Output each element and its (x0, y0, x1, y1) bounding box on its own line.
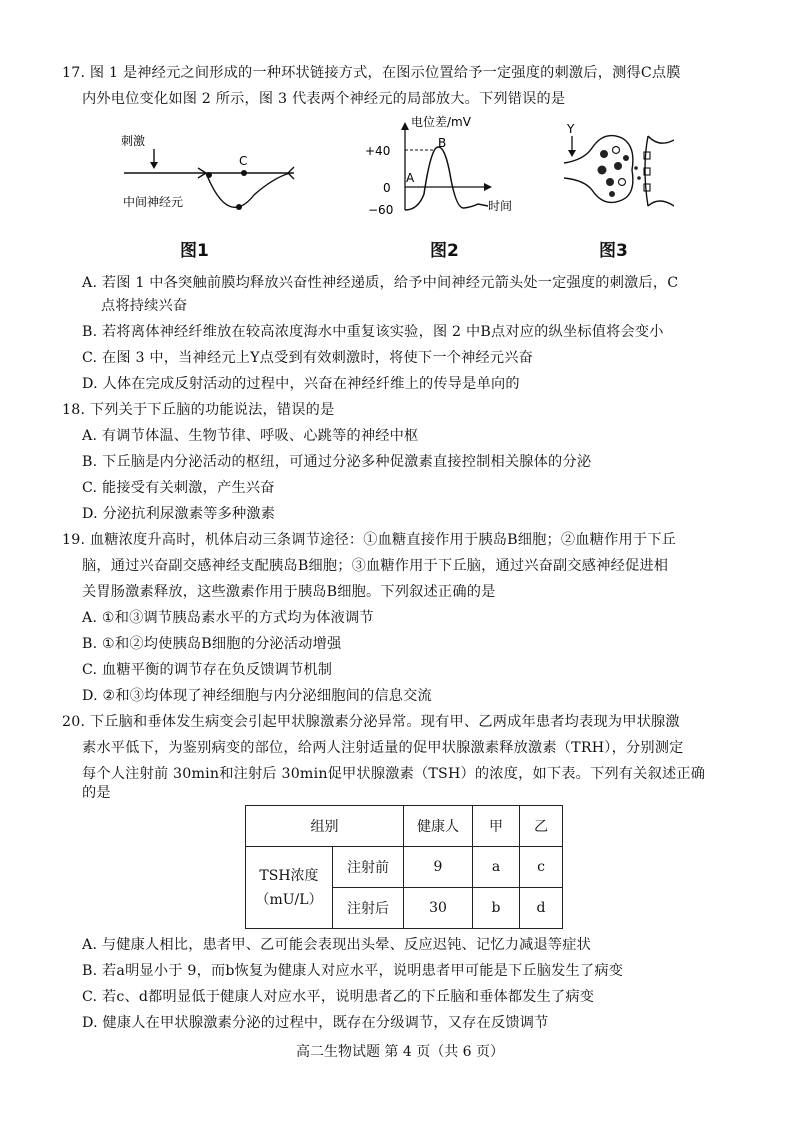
table-before-label: 注射前 (333, 847, 404, 888)
fig1-c-label: C (239, 154, 248, 168)
q20-option-b: B. 若a明显小于 9，而b恢复为健康人对应水平，说明患者甲可能是下丘脑发生了病变 (82, 963, 624, 979)
fig3-vesicle (614, 162, 622, 170)
q19-option-a: A. ①和③调节胰岛素水平的方式均为体液调节 (82, 610, 374, 626)
figure-3-caption: 图3 (599, 241, 628, 261)
fig2-x-arrowhead (484, 183, 492, 191)
fig3-y-arrowhead (568, 150, 576, 157)
q17-option-c: C. 在图 3 中，当神经元上Y点受到有效刺激时，将使下一个神经元兴奋 (82, 350, 534, 366)
table-header-healthy: 健康人 (404, 806, 473, 847)
page-footer: 高二生物试题 第 4 页（共 6 页） (295, 1044, 505, 1060)
q19-option-c: C. 血糖平衡的调节存在负反馈调节机制 (82, 662, 333, 678)
table-cell: c (520, 847, 563, 888)
table-after-label: 注射后 (333, 888, 404, 929)
fig2-ylabel: 电位差/mV (411, 115, 471, 129)
fig3-postsynaptic-membrane (645, 136, 674, 206)
fig3-vesicle (623, 155, 629, 161)
fig3-vesicle (600, 150, 608, 158)
fig1-point-c (241, 170, 247, 176)
fig2-tick-neg: −60 (368, 203, 394, 217)
q20-stem-line1: 20. 下丘脑和垂体发生病变会引起甲状腺激素分泌异常。现有甲、乙两成年患者均表现为甲状腺激 (62, 714, 680, 730)
q20-option-a: A. 与健康人相比，患者甲、乙可能会表现出头晕、反应迟钝、记忆力减退等症状 (82, 937, 592, 953)
q20-stem-line4: 的是 (82, 785, 111, 801)
fig2-y-arrowhead (401, 122, 409, 130)
table-header-group: 组别 (246, 806, 404, 847)
table-cell: a (473, 847, 520, 888)
fig3-vesicle (606, 178, 614, 186)
q20-option-d: D. 健康人在甲状腺激素分泌的过程中，既存在分级调节，又存在反馈调节 (82, 1015, 549, 1031)
q17-option-b: B. 若将离体神经纤维放在较高浓度海水中重复该实验，图 2 中B点对应的纵坐标值将会变小 (82, 324, 664, 340)
table-row-label-line2: （mU/L） (255, 891, 323, 908)
q20-stem-line3: 每个人注射前 30min和注射后 30min促甲状腺激素（TSH）的浓度，如下表。下列有关叙述正确 (82, 766, 706, 782)
table-cell: b (473, 888, 520, 929)
q17-option-a-line1: A. 若图 1 中各突触前膜均释放兴奋性神经递质，给予中间神经元箭头处一定强度的刺激后，C (82, 275, 679, 291)
table-cell: 9 (404, 847, 473, 888)
fig1-loop-lower (206, 173, 290, 207)
fig1-synapse-2 (236, 204, 242, 210)
figure-2-caption: 图2 (430, 241, 459, 261)
q18-option-b: B. 下丘脑是内分泌活动的枢纽，可通过分泌多种促激素直接控制相关腺体的分泌 (82, 454, 592, 470)
fig1-stimulus-arrowhead (150, 162, 158, 169)
q19-stem-line3: 关胃肠激素释放，这些激素作用于胰岛B细胞。下列叙述正确的是 (82, 584, 496, 600)
table-row-label (246, 847, 333, 929)
fig2-point-b: B (438, 136, 447, 150)
q20-option-c: C. 若c、d都明显低于健康人对应水平，说明患者乙的下丘脑和垂体都发生了病变 (82, 989, 595, 1005)
q18-option-c: C. 能接受有关刺激，产生兴奋 (82, 480, 275, 496)
figure-2-membrane-potential (360, 114, 530, 224)
fig3-vesicle (609, 191, 615, 197)
figure-1-caption: 图1 (180, 241, 209, 261)
figure-1-neural-loop (118, 118, 318, 218)
fig1-synapse-1 (206, 172, 212, 178)
q18-option-a: A. 有调节体温、生物节律、呼吸、心跳等的神经中枢 (82, 428, 419, 444)
figure-3-synapse (564, 118, 674, 218)
fig2-point-a: A (406, 171, 415, 185)
q19-stem-line2: 脑，通过兴奋副交感神经支配胰岛B细胞；③血糖作用于下丘脑，通过兴奋副交感神经促进相 (82, 558, 669, 574)
fig1-stimulus-label: 刺激 (121, 134, 146, 148)
q17-stem-line1: 17. 图 1 是神经元之间形成的一种环状链接方式，在图示位置给予一定强度的刺激后，测得C点膜 (62, 65, 681, 81)
table-cell: d (520, 888, 563, 929)
table-header-yi: 乙 (520, 806, 563, 847)
tsh-concentration-table (245, 805, 563, 929)
table-row-label-line1: TSH浓度 (259, 867, 319, 884)
fig3-y-label: Y (567, 122, 575, 136)
fig3-transmitter (637, 176, 641, 180)
fig2-potential-curve (405, 147, 488, 210)
q20-stem-line2: 素水平低下，为鉴别病变的部位，给两人注射适量的促甲状腺激素释放激素（TRH），分别测定 (82, 740, 684, 756)
fig3-vesicle (598, 166, 607, 175)
q17-option-d: D. 人体在完成反射活动的过程中，兴奋在神经纤维上的传导是单向的 (82, 376, 520, 392)
fig3-vesicle (613, 147, 620, 154)
q17-option-a-line2: 点将持续兴奋 (101, 298, 188, 314)
fig2-tick-pos: +40 (365, 144, 391, 158)
q19-stem-line1: 19. 血糖浓度升高时，机体启动三条调节途径：①血糖直接作用于胰岛B细胞；②血糖作用于下丘 (62, 532, 677, 548)
fig3-transmitter (634, 166, 638, 170)
q19-option-d: D. ②和③均体现了神经细胞与内分泌细胞间的信息交流 (82, 688, 432, 704)
fig2-tick-zero: 0 (383, 181, 391, 195)
q17-stem-line2: 内外电位变化如图 2 所示，图 3 代表两个神经元的局部放大。下列错误的是 (82, 91, 566, 107)
table-header-jia: 甲 (473, 806, 520, 847)
q19-option-b: B. ①和②均使胰岛B细胞的分泌活动增强 (82, 636, 342, 652)
fig3-vesicle (619, 179, 626, 186)
q18-stem: 18. 下列关于下丘脑的功能说法，错误的是 (62, 402, 335, 418)
fig1-middle-neuron-label: 中间神经元 (123, 195, 184, 209)
q18-option-d: D. 分泌抗利尿激素等多种激素 (82, 506, 276, 522)
fig2-xlabel: 时间 (488, 199, 513, 213)
table-cell: 30 (404, 888, 473, 929)
